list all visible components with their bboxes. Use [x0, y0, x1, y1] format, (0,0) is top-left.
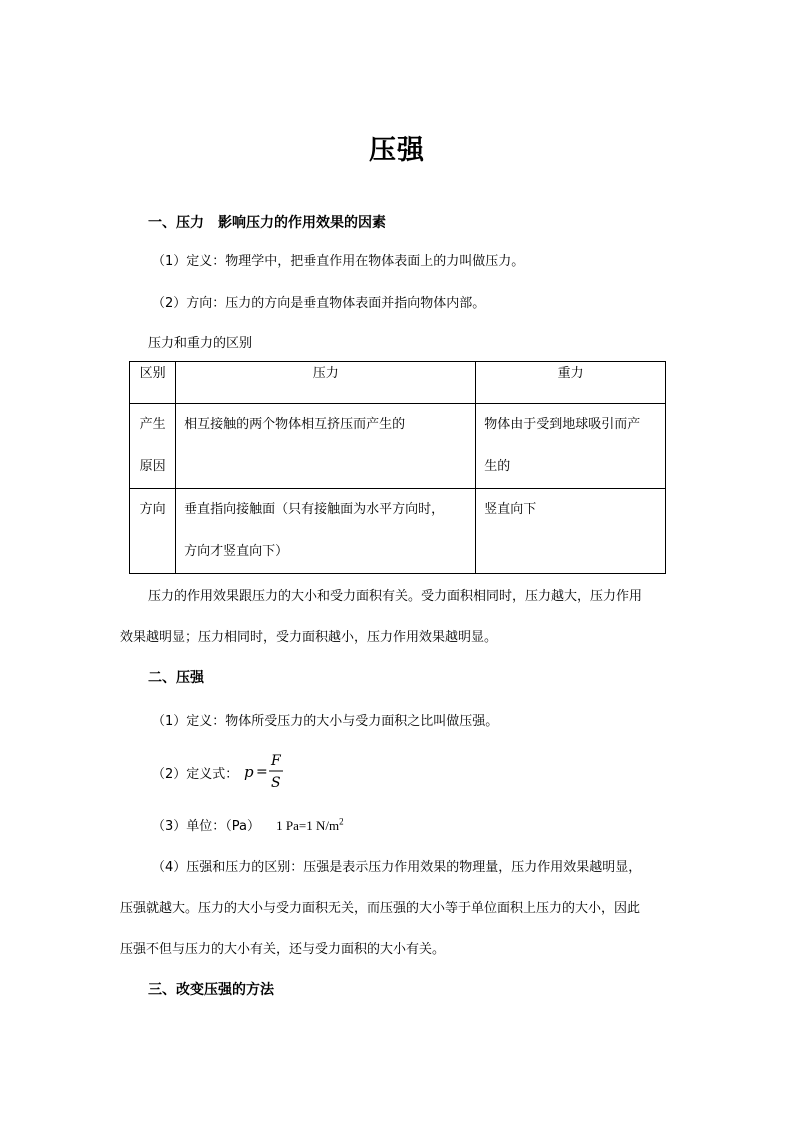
pressure-formula [242, 752, 302, 792]
table-cell-line: 方向才竖直向下） [184, 544, 289, 559]
table-row [130, 404, 666, 489]
formula-numerator: F [271, 753, 281, 769]
table-cell-pressure [176, 489, 476, 574]
table-header-cell: 重力 [476, 362, 666, 404]
table-cell-line: 垂直指向接触面（只有接触面为水平方向时， [184, 502, 445, 517]
section1-item2: （2）方向：压力的方向是垂直物体表面并指向物体内部。 [152, 296, 486, 311]
section2-item3 [152, 815, 344, 834]
table-cell-line: 生的 [484, 459, 511, 474]
table-cell-line: 产生 [139, 417, 166, 432]
section2-item1: （1）定义：物体所受压力的大小与受力面积之比叫做压强。 [152, 714, 499, 729]
table-cell-gravity [476, 489, 666, 574]
table-row-label [130, 404, 176, 489]
table-cell-line [130, 531, 175, 573]
table-cell-line: 相互接触的两个物体相互挤压而产生的 [184, 417, 406, 432]
table-header-row [130, 362, 666, 404]
table-cell-line: 原因 [139, 459, 166, 474]
page-title: 压强 [369, 135, 425, 166]
table-cell-line: 竖直向下 [484, 502, 537, 517]
table-caption: 压力和重力的区别 [148, 336, 253, 351]
table-row-label [130, 489, 176, 574]
formula-denominator: S [271, 775, 281, 791]
section2-item4-line: （4）压强和压力的区别：压强是表示压力作用效果的物理量，压力作用效果越明显， [152, 860, 642, 875]
unit-definition: 1 Pa=1 N/m [276, 818, 340, 833]
section2-item2-label: （2）定义式： [152, 767, 239, 782]
section2-heading: 二、压强 [148, 670, 204, 686]
table-header-cell: 压力 [176, 362, 476, 404]
table-cell-line: 方向 [139, 502, 166, 517]
table-row [130, 489, 666, 574]
effect-line: 压力的作用效果跟压力的大小和受力面积有关。受力面积相同时，压力越大，压力作用 [148, 589, 643, 604]
comparison-table [129, 361, 666, 574]
section2-item4-line: 压强就越大。压力的大小与受力面积无关，而压强的大小等于单位面积上压力的大小，因此 [120, 901, 641, 916]
unit-label: （3）单位：（Pa） [152, 819, 260, 834]
section1-heading: 一、压力 影响压力的作用效果的因素 [148, 215, 386, 231]
effect-line: 效果越明显；压力相同时，受力面积越小，压力作用效果越明显。 [120, 630, 498, 645]
section2-item4-line: 压强不但与压力的大小有关，还与受力面积的大小有关。 [120, 942, 446, 957]
table-header-cell: 区别 [130, 362, 176, 404]
table-cell-line: 物体由于受到地球吸引而产 [484, 417, 641, 432]
table-cell-pressure [176, 404, 476, 489]
formula-equals: = [256, 764, 268, 780]
table-cell-gravity [476, 404, 666, 489]
section1-item1: （1）定义：物理学中，把垂直作用在物体表面上的力叫做压力。 [152, 254, 525, 269]
unit-exponent: 2 [339, 816, 344, 827]
section3-heading: 三、改变压强的方法 [148, 982, 274, 998]
formula-lhs: p [244, 763, 254, 781]
